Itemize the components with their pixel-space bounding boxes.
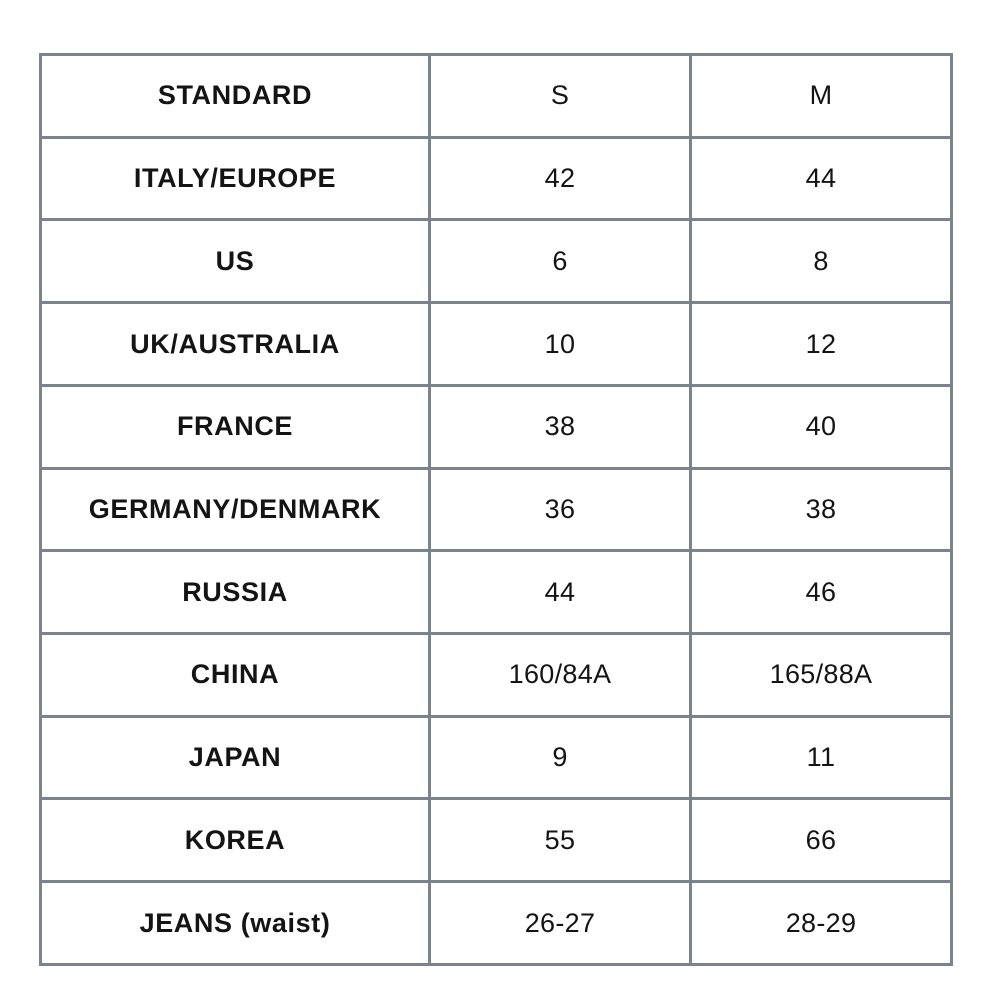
table-row [41,799,952,882]
size-m-cell: 44 [691,137,952,220]
row-label-cell: ITALY/EUROPE [41,137,430,220]
table-row [41,634,952,717]
table-header-row [41,55,952,138]
size-s-cell: 38 [430,385,691,468]
size-s-cell: 10 [430,303,691,386]
size-m-cell: 28-29 [691,882,952,965]
table-row [41,468,952,551]
size-m-cell: 40 [691,385,952,468]
row-label-cell: JEANS (waist) [41,882,430,965]
header-size-m-cell: M [691,55,952,138]
table-row [41,882,952,965]
size-s-cell: 42 [430,137,691,220]
row-label-cell: US [41,220,430,303]
row-label-cell: GERMANY/DENMARK [41,468,430,551]
size-s-cell: 44 [430,551,691,634]
header-label-cell: STANDARD [41,55,430,138]
table-row [41,551,952,634]
size-m-cell: 165/88A [691,634,952,717]
size-s-cell: 160/84A [430,634,691,717]
size-m-cell: 46 [691,551,952,634]
size-s-cell: 36 [430,468,691,551]
header-size-s-cell: S [430,55,691,138]
row-label-cell: RUSSIA [41,551,430,634]
size-m-cell: 66 [691,799,952,882]
size-conversion-table [39,53,953,966]
table-row [41,303,952,386]
row-label-cell: UK/AUSTRALIA [41,303,430,386]
size-s-cell: 6 [430,220,691,303]
row-label-cell: CHINA [41,634,430,717]
table-row [41,137,952,220]
table-row [41,385,952,468]
table-row [41,716,952,799]
size-m-cell: 8 [691,220,952,303]
row-label-cell: KOREA [41,799,430,882]
size-s-cell: 9 [430,716,691,799]
size-s-cell: 55 [430,799,691,882]
size-m-cell: 11 [691,716,952,799]
row-label-cell: FRANCE [41,385,430,468]
row-label-cell: JAPAN [41,716,430,799]
size-m-cell: 12 [691,303,952,386]
size-m-cell: 38 [691,468,952,551]
size-s-cell: 26-27 [430,882,691,965]
table-row [41,220,952,303]
